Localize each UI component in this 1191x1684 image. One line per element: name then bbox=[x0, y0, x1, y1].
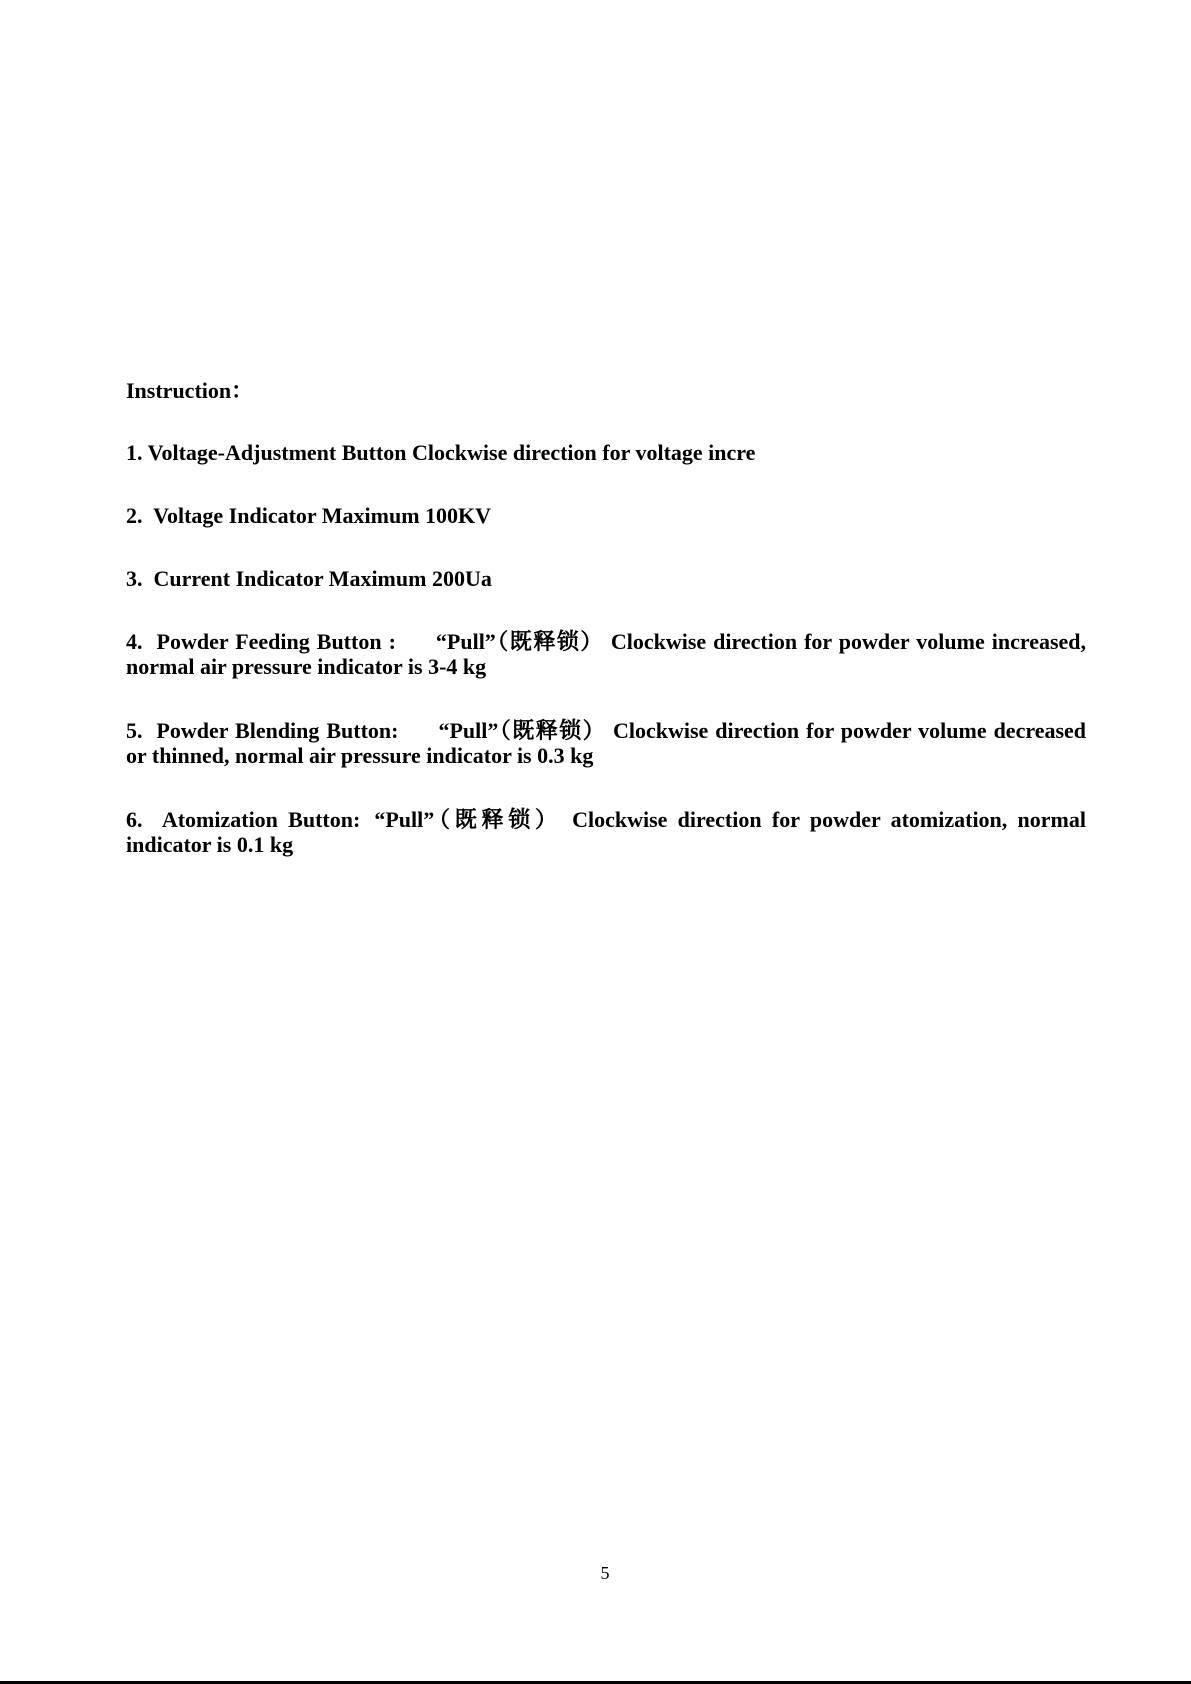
item-text: Voltage Indicator Maximum 100KV bbox=[153, 503, 492, 528]
item-number: 5. bbox=[126, 718, 143, 743]
item-text: Clockwise direction for powder atomization, normal indicator is 0.1 kg bbox=[126, 807, 1086, 857]
page-number: 5 bbox=[600, 1563, 610, 1583]
instruction-section bbox=[126, 378, 1086, 896]
item-number: 2. bbox=[126, 503, 143, 528]
instruction-item-6 bbox=[126, 807, 1086, 857]
instruction-item-3 bbox=[126, 566, 1086, 591]
instruction-item-1 bbox=[126, 440, 1086, 465]
item-number: 6. bbox=[126, 807, 143, 832]
instruction-item-5 bbox=[126, 718, 1086, 768]
item-label: Powder Feeding Button : bbox=[156, 629, 396, 654]
item-text: Clockwise direction for powder volume increased, normal air pressure indicator is 3-4 kg bbox=[126, 629, 1087, 679]
item-number: 4. bbox=[126, 629, 143, 654]
pull-instruction: “Pull”（既释锁） bbox=[374, 807, 562, 832]
instruction-item-4 bbox=[126, 629, 1086, 679]
item-label: Atomization Button: bbox=[161, 807, 361, 832]
section-heading: Instruction： bbox=[126, 378, 254, 403]
item-text: Voltage-Adjustment Button Clockwise direction for voltage incre bbox=[147, 440, 756, 465]
item-number: 1. bbox=[126, 440, 143, 465]
item-text: Clockwise direction for powder volume decreased or thinned, normal air pressure indicator is 0.3 kg bbox=[126, 718, 1087, 768]
item-number: 3. bbox=[126, 566, 143, 591]
pull-instruction: “Pull”（既释锁） bbox=[435, 629, 604, 654]
item-text: Current Indicator Maximum 200Ua bbox=[153, 566, 492, 591]
instruction-item-2 bbox=[126, 503, 1086, 528]
item-label: Powder Blending Button: bbox=[156, 718, 399, 743]
pull-instruction: “Pull”（既释锁） bbox=[438, 718, 607, 743]
